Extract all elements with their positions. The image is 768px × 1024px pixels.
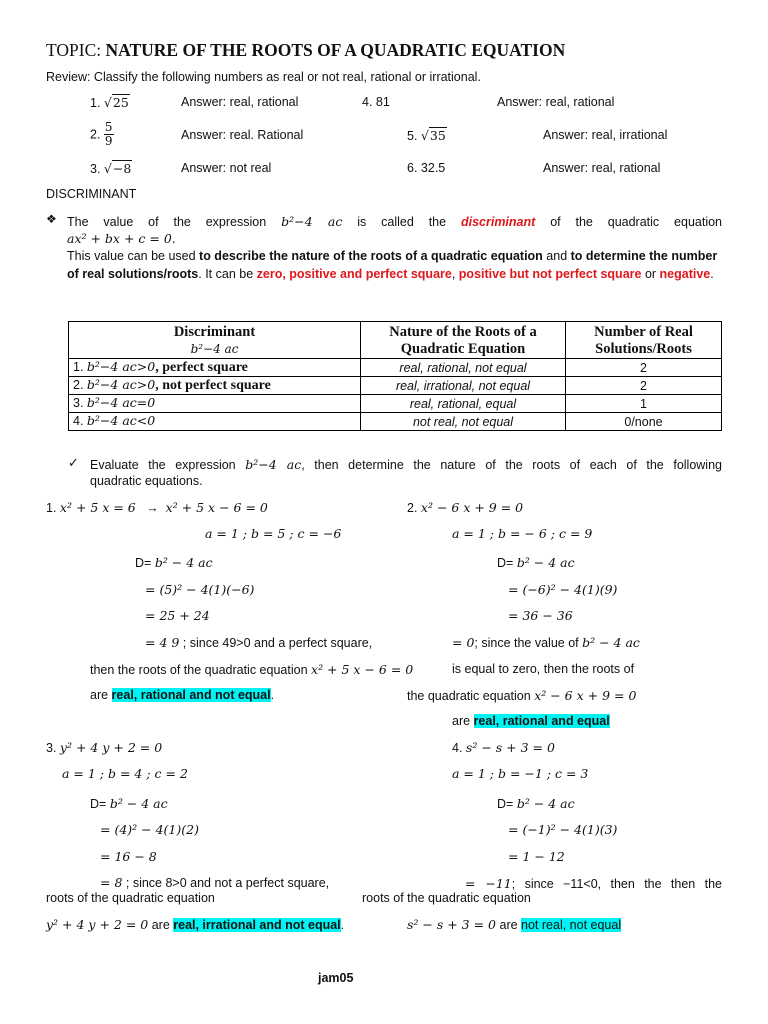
page-title: TOPIC: NATURE OF THE ROOTS OF A QUADRATIC EQUATION	[46, 40, 566, 60]
example-4-step-2: = 1 − 12	[508, 849, 565, 864]
nature-cell: real, rational, not equal	[361, 359, 566, 377]
example-2-step-2: = 36 − 36	[508, 608, 573, 623]
checkmark-icon: ✓	[68, 455, 79, 470]
header-number-of-roots: Number of Real Solutions/Roots	[566, 322, 722, 359]
example-1-coefficients: a = 1 ; b = 5 ; c = −6	[205, 526, 342, 541]
table-row	[69, 359, 722, 377]
discriminant-table	[68, 321, 722, 431]
header-discriminant: Discriminant b²−4 ac	[69, 322, 361, 359]
nature-cell: not real, not equal	[361, 413, 566, 431]
footer-code: jam05	[318, 971, 354, 985]
review-answer-5: Answer: real, irrational	[543, 128, 668, 142]
example-2-coefficients: a = 1 ; b = − 6 ; c = 9	[452, 526, 593, 541]
example-4-step-3: = −11; since −11<0, then the then the	[465, 876, 723, 891]
review-answer-3: Answer: not real	[181, 161, 272, 175]
sqrt-symbol-icon: √25	[103, 95, 129, 110]
example-3-conclusion-2: y² + 4 y + 2 = 0 are real, irrational and not equal.	[46, 917, 345, 932]
table-row	[69, 377, 722, 395]
sqrt-symbol-icon: √35	[420, 128, 446, 143]
example-4-coefficients: a = 1 ; b = −1 ; c = 3	[452, 766, 589, 781]
example-4-equation: 4. s² − s + 3 = 0	[452, 740, 555, 755]
header-nature: Nature of the Roots of a Quadratic Equation	[361, 322, 566, 359]
example-3-step-2: = 16 − 8	[100, 849, 157, 864]
nature-cell: real, irrational, not equal	[361, 377, 566, 395]
example-3-equation: 3. y² + 4 y + 2 = 0	[46, 740, 163, 755]
definition-line-1: The value of the expression b²−4 ac is called the discriminant of the quadratic equation	[67, 214, 723, 229]
example-1-step-1: = (5)² − 4(1)(−6)	[145, 582, 255, 597]
review-item-4: 4. 81	[362, 95, 390, 109]
review-item-6: 6. 32.5	[407, 161, 446, 175]
example-2-equation: 2. x² − 6 x + 9 = 0	[407, 500, 524, 515]
example-2-discriminant: D= b² − 4 ac	[497, 555, 575, 570]
example-1-step-3: = 4 9 ; since 49>0 and a perfect square,	[145, 635, 373, 650]
example-1-equation: 1. x² + 5 x = 6 → x² + 5 x − 6 = 0	[46, 500, 268, 515]
standard-form-equation: ax² + bx + c = 0.	[67, 231, 176, 246]
example-1-conclusion-1: then the roots of the quadratic equation x² + 5 x − 6 = 0	[90, 662, 414, 677]
example-3-step-1: = (4)² − 4(1)(2)	[100, 822, 199, 837]
task-line-2: quadratic equations.	[90, 474, 203, 488]
example-2-conclusion-3: are real, rational and equal	[452, 714, 610, 728]
example-3-coefficients: a = 1 ; b = 4 ; c = 2	[62, 766, 188, 781]
count-cell: 0/none	[566, 413, 722, 431]
review-answer-6: Answer: real, rational	[543, 161, 661, 175]
table-row	[69, 413, 722, 431]
review-instruction: Review: Classify the following numbers as real or not real, rational or irrational.	[46, 70, 481, 84]
discriminant-condition: 3. b²−4 ac=0	[69, 395, 361, 413]
example-4-step-1: = (−1)² − 4(1)(3)	[508, 822, 618, 837]
example-4-conclusion-1: roots of the quadratic equation	[362, 891, 531, 905]
diamond-bullet-icon: ❖	[46, 212, 57, 226]
example-3-step-3: = 8 ; since 8>0 and not a perfect square,	[100, 875, 330, 890]
review-answer-1: Answer: real, rational	[181, 95, 299, 109]
example-4-discriminant: D= b² − 4 ac	[497, 796, 575, 811]
table-row	[69, 395, 722, 413]
example-3-discriminant: D= b² − 4 ac	[90, 796, 168, 811]
review-item-3: 3. √−8	[90, 161, 132, 176]
count-cell: 1	[566, 395, 722, 413]
review-answer-4: Answer: real, rational	[497, 95, 615, 109]
example-2-step-3: = 0; since the value of b² − 4 ac	[452, 635, 640, 650]
count-cell: 2	[566, 377, 722, 395]
example-2-step-1: = (−6)² − 4(1)(9)	[508, 582, 618, 597]
example-1-discriminant: D= b² − 4 ac	[135, 555, 213, 570]
example-2-conclusion-2: the quadratic equation x² − 6 x + 9 = 0	[407, 688, 637, 703]
discriminant-condition: 4. b²−4 ac<0	[69, 413, 361, 431]
review-item-1: 1. √25	[90, 95, 129, 110]
review-item-5: 5. √35	[407, 128, 446, 143]
review-item-2: 2. $\frac{5}{9}$	[90, 120, 113, 148]
discriminant-heading: DISCRIMINANT	[46, 187, 137, 201]
example-2-conclusion-1: is equal to zero, then the roots of	[452, 662, 635, 676]
sqrt-symbol-icon: √−8	[103, 161, 132, 176]
definition-paragraph: This value can be used to describe the nature of the roots of a quadratic equation and to determine the number of real solutions/roots. It can be zero, positive and perfect square, positive but not perfect square or negative.	[67, 249, 718, 281]
discriminant-condition: 1. b²−4 ac>0, perfect square	[69, 359, 361, 377]
example-3-conclusion-1: roots of the quadratic equation	[46, 891, 215, 905]
count-cell: 2	[566, 359, 722, 377]
fraction: $\frac{5}{9}$	[104, 120, 113, 148]
example-1-conclusion-2: are real, rational and not equal.	[90, 688, 275, 702]
example-4-conclusion-2: s² − s + 3 = 0 are not real, not equal	[407, 917, 622, 932]
task-line-1: Evaluate the expression b²−4 ac, then determine the nature of the roots of each of the following	[90, 457, 722, 472]
discriminant-condition: 2. b²−4 ac>0, not perfect square	[69, 377, 361, 395]
review-answer-2: Answer: real. Rational	[181, 128, 304, 142]
nature-cell: real, rational, equal	[361, 395, 566, 413]
example-1-step-2: = 25 + 24	[145, 608, 210, 623]
